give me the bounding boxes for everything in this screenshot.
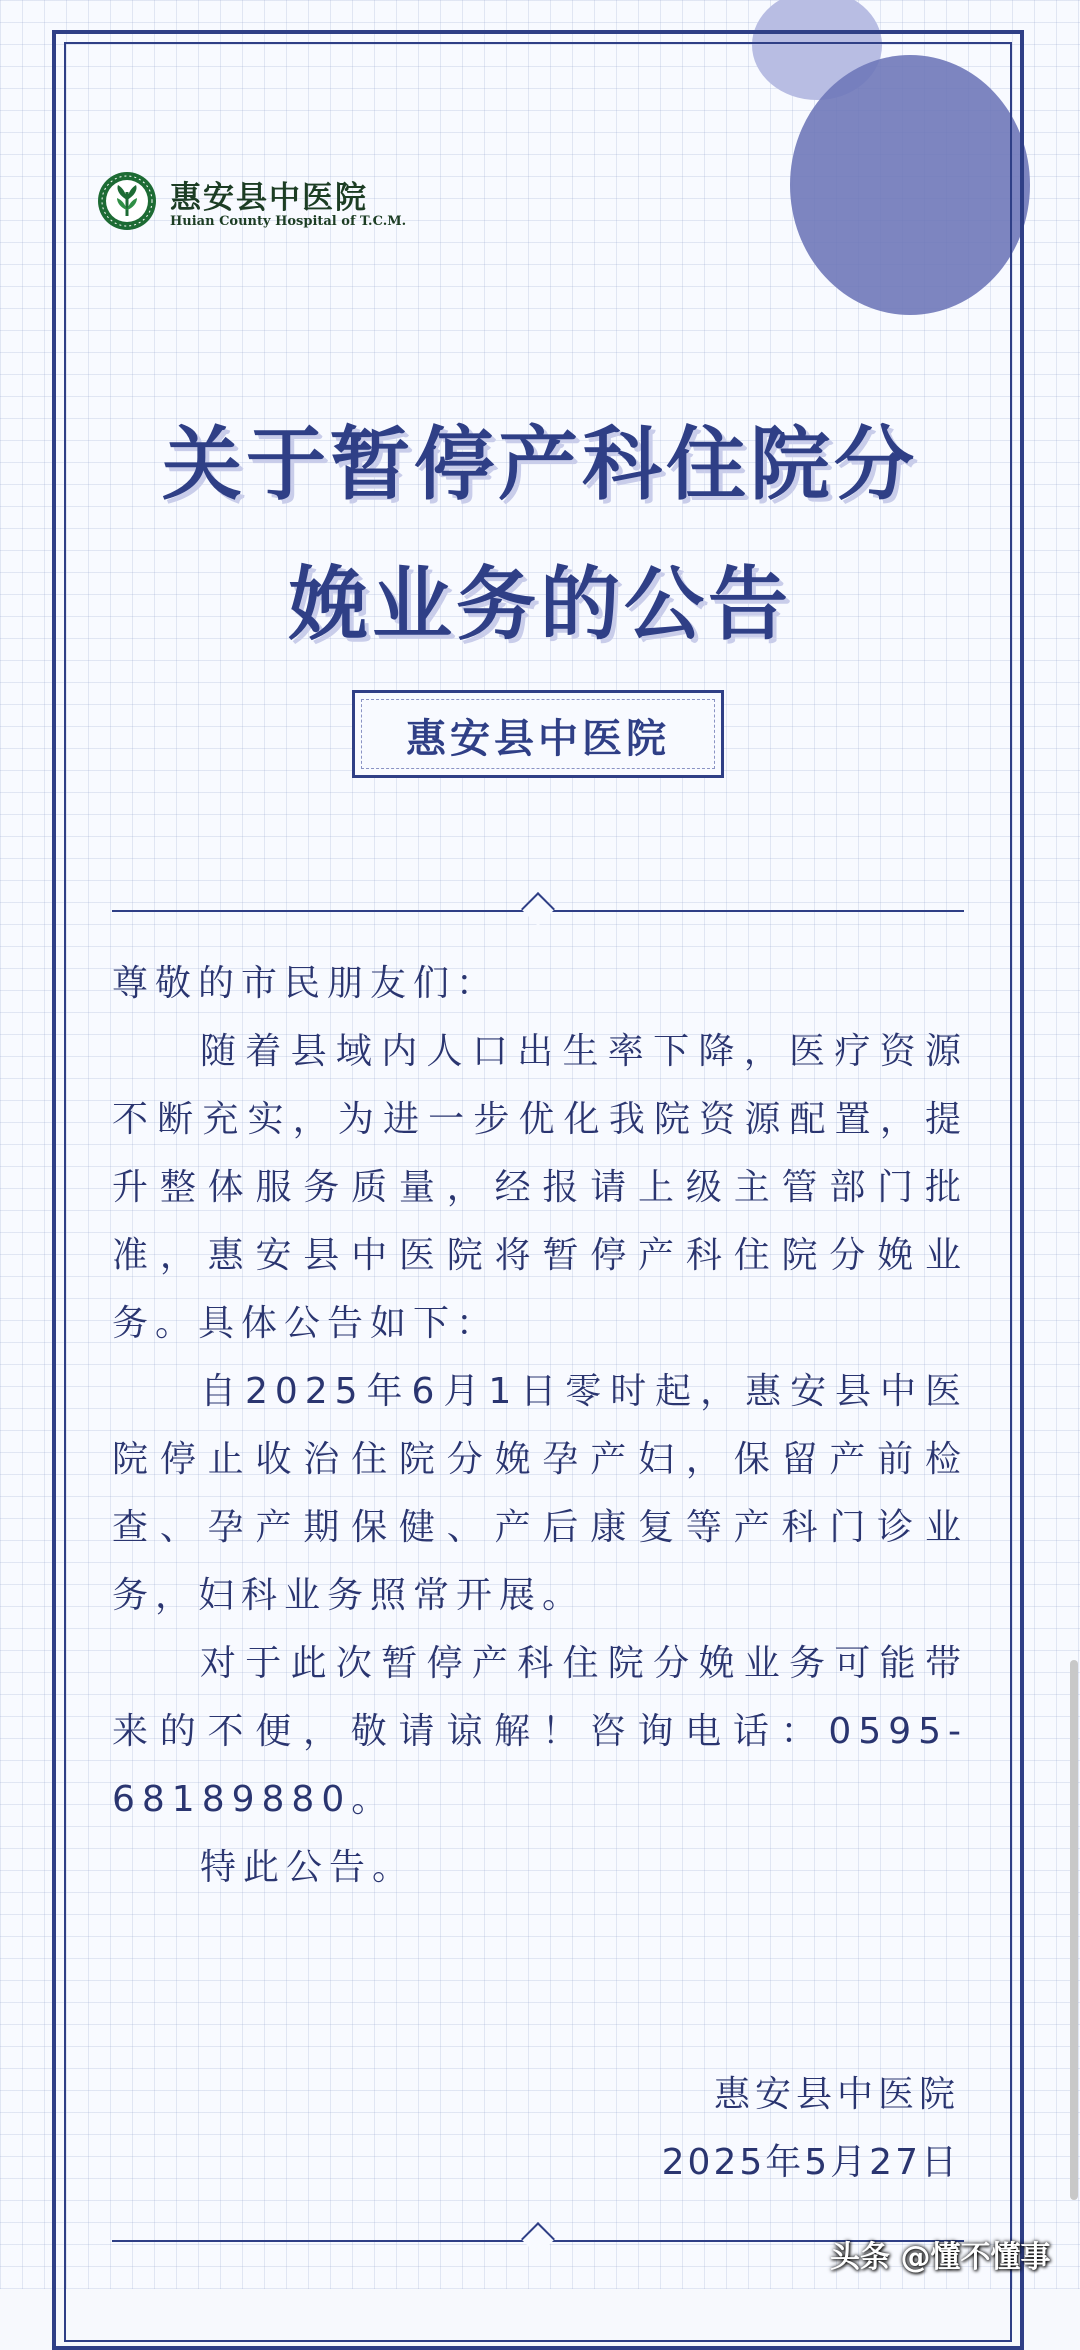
issuer-label-box: [352, 690, 724, 778]
hospital-logo-icon: [96, 170, 158, 232]
body-paragraph-4: 特此公告。: [200, 1847, 416, 1888]
signature-date: 2025年5月27日: [661, 2142, 960, 2183]
body-paragraph-3: 对于此次暂停产科住院分娩业务可能带来的不便，敬请谅解！咨询电话：0595-68189880。: [112, 1643, 968, 1820]
greeting: 尊敬的市民朋友们：: [112, 963, 500, 1004]
source-watermark: 头条 @懂不懂事: [830, 2240, 1051, 2275]
signature-organization: 惠安县中医院: [713, 2074, 960, 2115]
body-paragraph-1: 随着县域内人口出生率下降，医疗资源不断充实，为进一步优化我院资源配置，提升整体服务质量，经报请上级主管部门批准，惠安县中医院将暂停产科住院分娩业务。具体公告如下：: [112, 1031, 968, 1344]
logo-hospital-english-name: Huian County Hospital of T.C.M.: [170, 214, 407, 229]
body-paragraph-2: 自2025年6月1日零时起，惠安县中医院停止收治住院分娩孕产妇，保留产前检查、孕产期保健、产后康复等产科门诊业务，妇科业务照常开展。: [112, 1371, 968, 1616]
logo-hospital-name: 惠安县中医院: [170, 180, 368, 216]
top-divider: [112, 910, 964, 912]
notice-title-line-2: 娩业务的公告: [288, 558, 792, 651]
issuer-label: 惠安县中医院: [406, 716, 670, 762]
notice-title-line-1: 关于暂停产科住院分: [162, 418, 918, 511]
scrollbar[interactable]: [1070, 1660, 1078, 2200]
